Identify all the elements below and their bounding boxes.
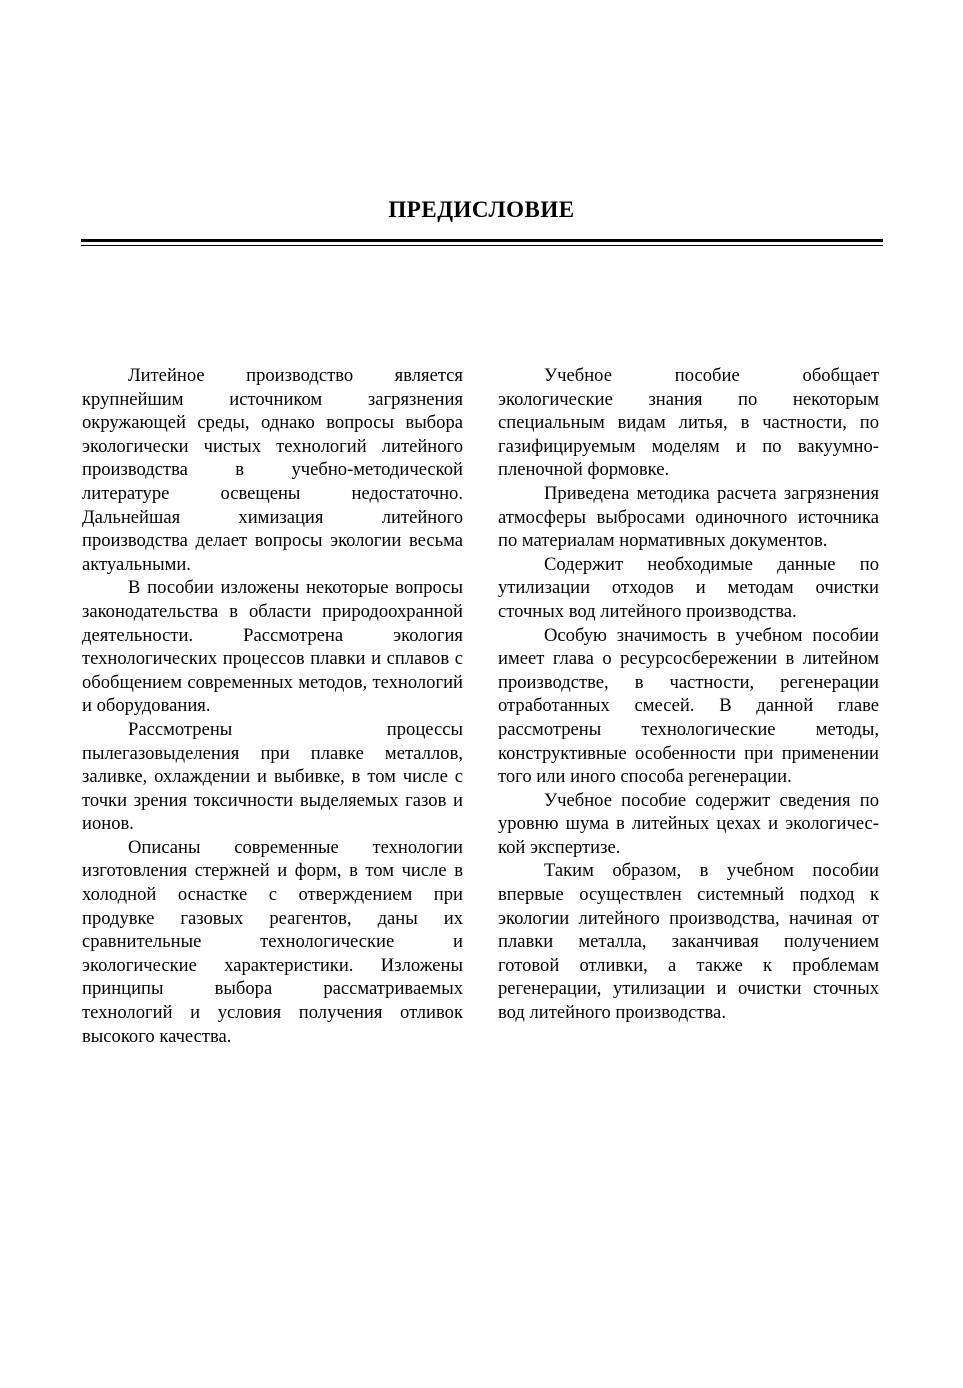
left-text-column bbox=[82, 364, 463, 1048]
paragraph: Литейное производство является крупнейшим источником загрязнения окружающей среды, однако вопросы выбора экологически чистых технологий литейного производства в учебно-методической литературе освещены недостаточно. Дальнейшая химизация литейного производства делает вопросы экологии весьма актуальными. bbox=[82, 365, 463, 575]
paragraph: В пособии изложены некоторые вопросы законодательства в области природоохранной деятельности. Рассмотрена экология технологических процессов плавки и сплавов с обобщением современных методов, технологий и оборудования. bbox=[82, 577, 463, 717]
title-divider-thin bbox=[81, 245, 883, 246]
paragraph: Рассмотрены процессы пылегазовыделения при плавке металлов, заливке, охлаждении и выбивке, в том числе с точки зрения токсичности выделяемых газов и ионов. bbox=[82, 718, 463, 835]
right-text-column bbox=[498, 364, 879, 1025]
paragraph: Таким образом, в учебном пособии впервые осуществлен системный подход к экологии литейного производства, начиная от плавки металла, заканчивая получением готовой отливки, а также к проблемам регенерации, утилизации и очистки сточных вод литейного производства. bbox=[498, 860, 879, 1024]
paragraph: Учебное пособие обобщает экологические знания по некоторым специальным видам литья, в частности, по газифицируемым моделям и по вакуумно-пленочной формовке. bbox=[498, 365, 879, 481]
paragraph: Учебное пособие содержит сведения по уровню шума в литейных цехах и экологичес-кой экспертизе. bbox=[498, 789, 879, 858]
title-divider-thick bbox=[81, 239, 883, 242]
paragraph: Приведена методика расчета загрязнения атмосферы выбросами одиночного источника по материалам нормативных документов. bbox=[498, 482, 879, 552]
paragraph: Содержит необходимые данные по утилизации отходов и методам очистки сточных вод литейного производства. bbox=[498, 553, 879, 622]
paragraph: Описаны современные технологии изготовления стержней и форм, в том числе в холодной оснастке с отверждением при продувке газовых реагентов, даны их сравнительные технологические и экологические характеристики. Изложены принципы выбора рассматриваемых технологий и условия получения отливок высокого качества. bbox=[82, 836, 463, 1047]
page-title: ПРЕДИСЛОВИЕ bbox=[388, 197, 575, 223]
paragraph: Особую значимость в учебном пособии имеет глава о ресурсосбережении в литейном производстве, в частности, регенерации отработанных смесей. В данной главе рассмотрены технологические методы, конструктивные особенности при применении того или иного способа регенерации. bbox=[498, 624, 879, 788]
